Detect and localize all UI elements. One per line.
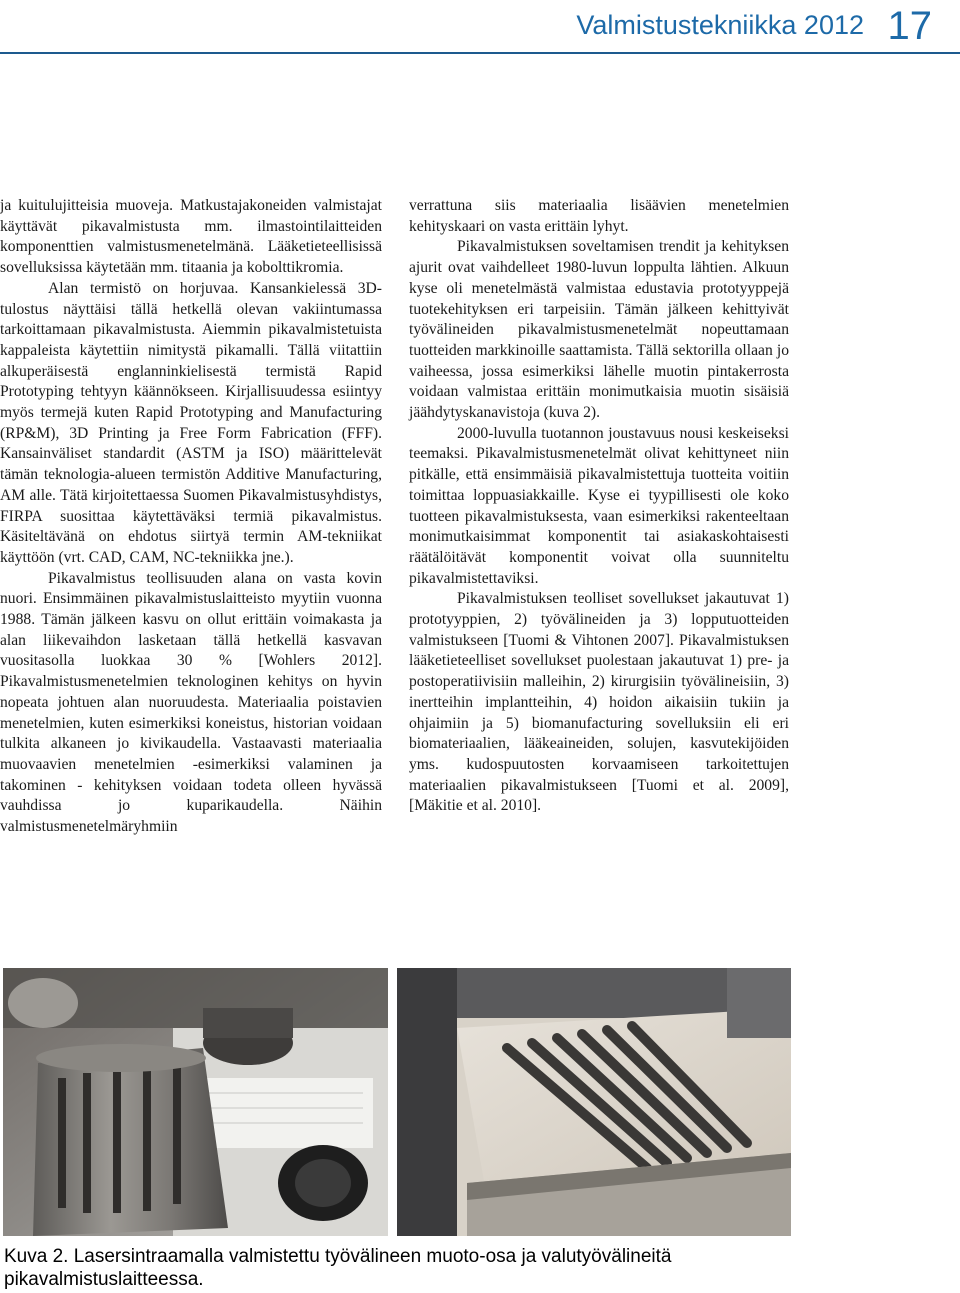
left-text-column	[0, 196, 382, 838]
paragraph: ja kuitulujitteisia muoveja. Matkustajakoneiden valmistajat käyttävät pikavalmistusta mm. ilmastointilaitteiden komponenttien valmistusmenetelmänä. Lääketieteellisissä sovelluksissa käytetään mm. titaania ja kobolttikromia.	[0, 197, 382, 277]
paragraph: verrattuna siis materiaalia lisäävien menetelmien kehityskaari on vasta erittäin lyhyt.	[409, 197, 789, 235]
page-header	[0, 0, 960, 54]
photo-sintering-machine	[397, 968, 791, 1236]
paragraph: 2000-luvulla tuotannon joustavuus nousi keskeiseksi teemaksi. Pikavalmistusmenetelmät olivat kehittyneet niin pitkälle, että ensimmäisiä pikavalmistettuja tuotteita voitiin toimittaa loppuasiakkaille. Kyse ei tyypillisesti ole koko tuotteen pikavalmistuksesta, vaan esimerkiksi rakenteeltaan monimutkaisimmat komponentit tai asiakaskohtaisesti räätälöitävät komponentit voivat olla suunniteltu pikavalmistettaviksi.	[409, 424, 789, 587]
page-number: 17	[887, 4, 932, 48]
paragraph: Pikavalmistuksen soveltamisen trendit ja kehityksen ajurit ovat vaihdelleet 1980-luvun loppulta lähtien. Alkuun kyse oli menetelmästä valmistaa edustavia prototyyppejä tuotekehityksen eri tarpeisiin. Tämän jälkeen kehittyivät työvälineiden pikavalmistusmenetelmät nopeuttamaan tuotteiden markkinoille saattamista. Tällä sektorilla ollaan jo vaiheessa, jossa esimerkiksi lähelle muotin pintakerrosta voidaan valmistaa erittäin monimutkaisia muotin sisäisiä jäähdytyskanavistoja (kuva 2).	[409, 238, 789, 422]
photo-tool-insert	[3, 968, 388, 1236]
paragraph: Pikavalmistuksen teolliset sovellukset jakautuvat 1) prototyyppien, 2) työvälineiden ja 3) lopputuotteiden valmistukseen [Tuomi & Vihtonen 2007]. Pikavalmistuksen lääketieteelliset sovellukset puolestaan jakautuvat 1) pre- ja postoperatiivisiin malleihin, 2) kirurgisiin työvälineisiin, 3) inertteihin implantteihin, 4) hoidon aikaisiin tukiin ja ohjaimiin ja 5) biomanufacturing sovelluksiin eli eri biomateriaalien, lääkeaineiden, solujen, kasvutekijöiden yms. kudospuutosten korvaamiseen tarkoitettujen materiaalien pikavalmistukseen [Tuomi et al. 2009], [Mäkitie et al. 2010].	[409, 590, 789, 815]
paragraph: Pikavalmistus teollisuuden alana on vasta kovin nuori. Ensimmäinen pikavalmistuslaitteisto myytiin vuonna 1988. Tämän jälkeen kasvu on ollut erittäin voimakasta ja alan liikevaihdon lasketaan tällä hetkellä kasvavan vuositasolla luokkaa 30 % [Wohlers 2012]. Pikavalmistusmenetelmien teknologinen kehitys on hyvin nopeata johtuen alan nuoruudesta. Materiaalia poistavien menetelmien, kuten esimerkiksi koneistus, historian voidaan tulkita alkaneen jo kivikaudella. Vastaavasti materiaalia muovaavien menetelmien -esimerkiksi valaminen ja takominen - kehityksen voidaan todeta olleen hyvässä vauhdissa jo kuparikaudella. Näihin valmistusmenetelmäryhmiin	[0, 569, 382, 836]
running-title: Valmistustekniikka 2012	[576, 10, 864, 40]
figure-caption: Kuva 2. Lasersintraamalla valmistettu työvälineen muoto-osa ja valutyövälineitä pikavalmistuslaitteessa.	[4, 1246, 672, 1290]
paragraph: Alan termistö on horjuvaa. Kansankielessä 3D-tulostus näyttäisi tällä hetkellä olevan vakiintumassa tarkoittamaan pikavalmistusta. Aiemmin pikavalmistetuista kappaleista käytettiin nimitystä pikamalli. Tällä viitattiin alkuperäisestä englanninkielisestä termistä Rapid Prototyping tehtyyn käännökseen. Kirjallisuudessa esiintyy myös termejä kuten Rapid Prototyping and Manufacturing (RP&M), 3D Printing ja Free Form Fabrication (FFF). Kansainväliset standardit (ASTM ja ISO) määrittelevät tämän teknologia-alueen termistön Additive Manufacturing, AM alle. Tätä kirjoitettaessa Suomen Pikavalmistusyhdistys, FIRPA suosittaa käytettäväksi termiä pikavalmistus. Käsiteltävänä on ehdotus siirtyä termin AM-tekniikat käyttöön (vrt. CAD, CAM, NC-tekniikka jne.).	[0, 279, 382, 566]
right-text-column	[409, 196, 789, 817]
